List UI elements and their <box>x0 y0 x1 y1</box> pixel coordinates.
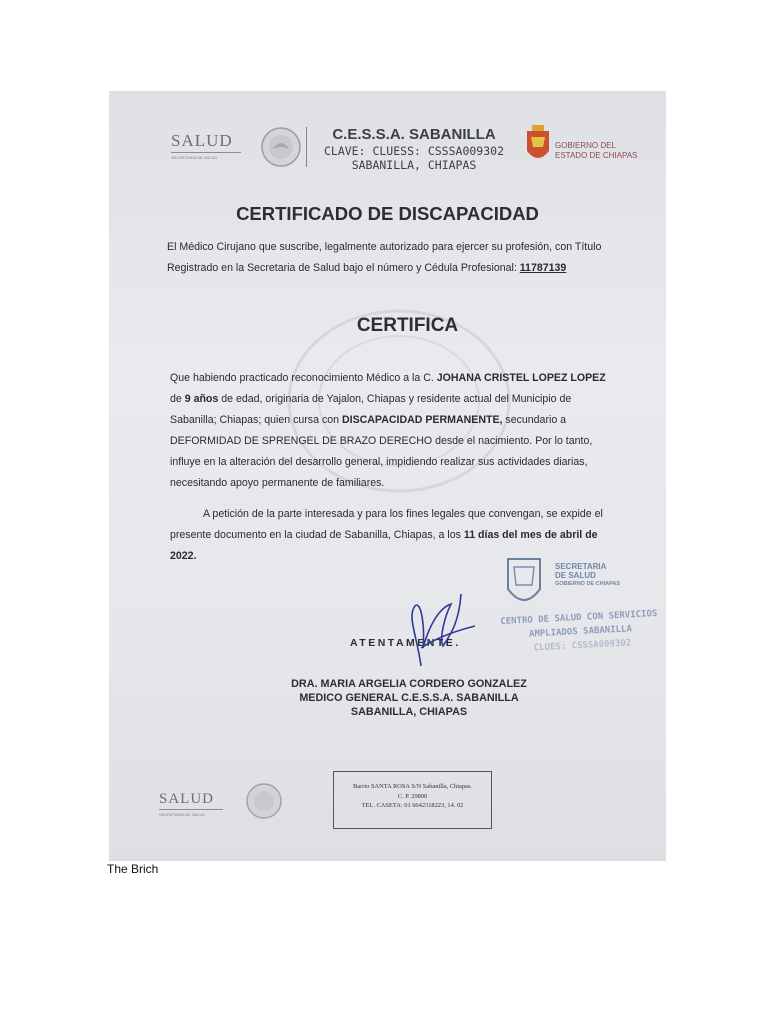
doctor-place: SABANILLA, CHIAPAS <box>350 706 468 718</box>
condition: DISCAPACIDAD PERMANENTE, <box>341 414 503 426</box>
cedula-number: 11787139 <box>519 262 567 274</box>
atentamente-label: ATENTAMENTE. <box>350 637 461 649</box>
stamp-shield-icon <box>504 553 544 613</box>
certificate-photo <box>109 91 666 861</box>
postal-code: C. P. 29800 <box>397 792 428 800</box>
stamp-center-text: CENTRO DE SALUD CON SERVICIOS AMPLIADOS SABANILLA CLUES: CSSSA009302 <box>500 608 658 654</box>
chiapas-shield-icon <box>524 123 552 167</box>
doctor-role: MEDICO GENERAL C.E.S.S.A. SABANILLA <box>299 692 519 704</box>
image-caption: The Brich <box>107 862 159 876</box>
phone-line: TEL. CASETA: 01 6642318223, 14. 02 <box>361 802 464 809</box>
document-title: CERTIFICADO DE DISCAPACIDAD <box>236 203 539 224</box>
clinic-place: SABANILLA, CHIAPAS <box>351 158 477 172</box>
coat-of-arms-icon <box>259 125 303 169</box>
patient-age: 9 años <box>184 393 219 405</box>
intro-paragraph: El Médico Cirujano que suscribe, legalmente autorizado para ejercer su profesión, con Título Registrado en la Secretaria de Salud bajo el número y Cédula Profesional: 11787139 <box>167 241 602 274</box>
stamp-text: SECRETARIA DE SALUD GOBIERNO DE CHIAPAS <box>555 562 620 587</box>
certifica-heading: CERTIFICA <box>356 315 459 336</box>
doctor-signature-block <box>259 677 559 719</box>
address-line: Barrio SANTA ROSA S/N Sabanilla, Chiapas. <box>353 783 472 790</box>
patient-name: JOHANA CRISTEL LOPEZ LOPEZ <box>436 372 606 384</box>
issue-date: 11 días del mes de abril de <box>463 529 598 541</box>
clinic-header <box>305 126 523 172</box>
clinic-clave: CLAVE: CLUESS: CSSSA009302 <box>323 144 504 158</box>
doctor-name: DRA. MARIA ARGELIA CORDERO GONZALEZ <box>291 678 527 690</box>
clinic-name: C.E.S.S.A. SABANILLA <box>332 126 496 143</box>
handwritten-signature <box>399 586 479 676</box>
footer-coat-of-arms-icon <box>244 781 284 821</box>
salud-logo: SALUD SECRETARÍA DE SALUD <box>171 131 241 160</box>
closing-paragraph: A petición de la parte interesada y para los fines legales que convengan, se expide el presente documento en la ciudad de Sabanilla, Chiapas, a los 11 días del mes de abril de 2022. <box>170 508 603 562</box>
gov-chiapas-label: GOBIERNO DEL ESTADO DE CHIAPAS <box>555 141 638 160</box>
footer-salud-logo: SALUD SECRETARÍA DE SALUD <box>159 791 223 817</box>
address-box <box>333 771 492 829</box>
main-paragraph: Que habiendo practicado reconocimiento Médico a la C. JOHANA CRISTEL LOPEZ LOPEZ de 9 años de edad, originaria de Yajalon, Chiapas y residente actual del Municipio de Sabanilla; Chiapas; quien cursa con DISCAPACIDAD PERMANENTE, secundario a DEFORMIDAD DE SPRENGEL DE BRAZO DERECHO desde el nacimiento. Por lo tanto, influye en la alteración del desarrollo general, impidiendo realizar sus actividades diarias, necesitando apoyo permanente de familiares. <box>170 372 606 489</box>
